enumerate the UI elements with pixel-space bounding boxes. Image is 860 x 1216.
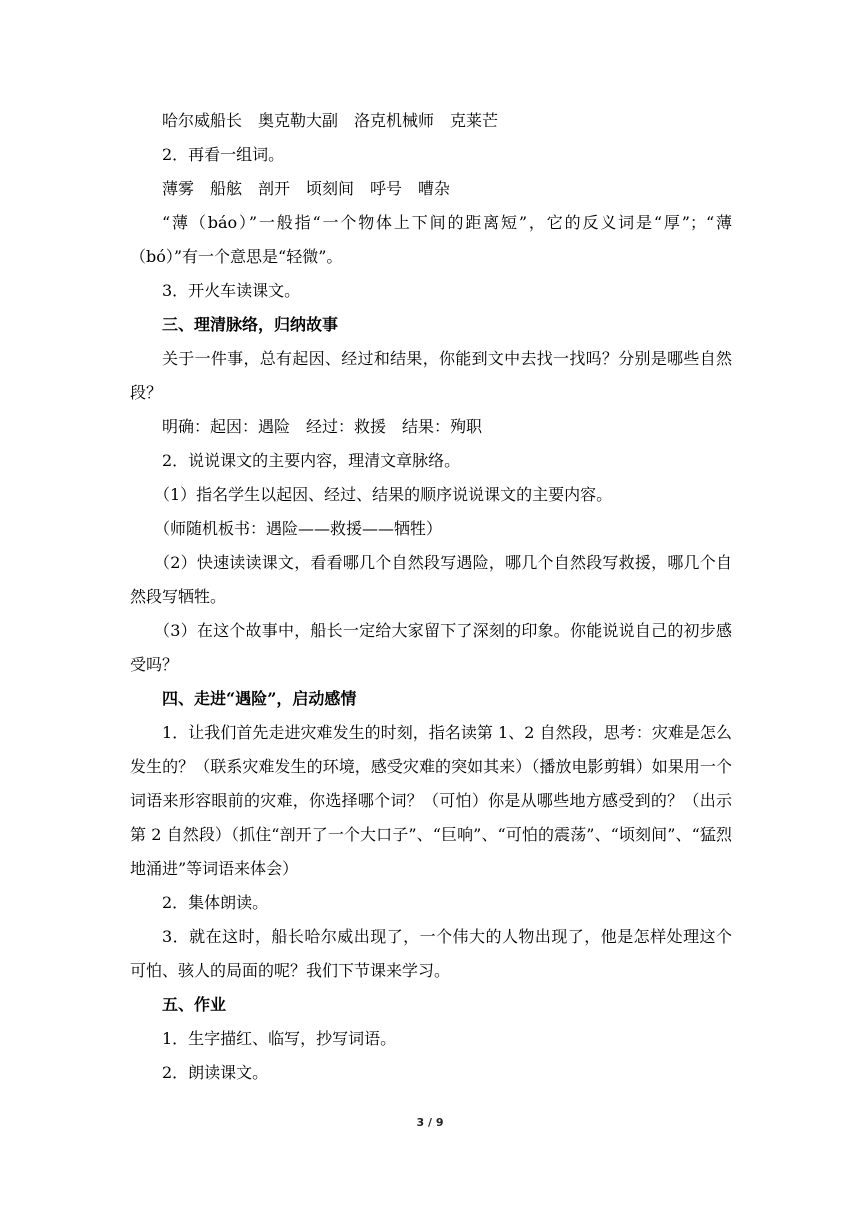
- vocabulary-line: 薄雾 船舷 剖开 顷刻间 呼号 嘈杂: [162, 179, 451, 198]
- paragraph: 1．让我们首先走进灾难发生的时刻，指名读第 1、2 自然段，思考：灾难是怎么发生的？（联系灾难发生的环境，感受灾难的突如其来）（播放电影剪辑）如果用一个词语来形容眼前的灾难，你选择哪个词？（可怕）你是从哪些地方感受到的？（出示第 2 自然段）（抓住“剖开了一个大口子”、“巨响”、“可怕的震荡”、“顷刻间”、“猛烈地涌进”等词语来体会）: [130, 723, 732, 878]
- crew-names-line: 哈尔威船长 奥克勒大副 洛克机械师 克莱芒: [162, 111, 499, 130]
- section-heading: 三、理清脉络，归纳故事: [162, 315, 339, 334]
- paragraph: 明确：起因：遇险 经过：救援 结果：殉职: [162, 417, 483, 436]
- paragraph: 3．就在这时，船长哈尔威出现了，一个伟大的人物出现了，他是怎样处理这个可怕、骇人的局面的呢？我们下节课来学习。: [130, 927, 732, 980]
- pronunciation-note: “薄（báo）”一般指“一个物体上下间的距离短”，它的反义词是“厚”；“薄（bó）”有一个意思是“轻微”。: [130, 213, 732, 266]
- list-item: 2．朗读课文。: [162, 1063, 269, 1082]
- list-item: 2．集体朗读。: [162, 893, 269, 912]
- section-heading: 四、走进“遇险”，启动感情: [162, 689, 357, 708]
- list-item: 1．生字描红、临写，抄写词语。: [162, 1029, 397, 1048]
- section-heading: 五、作业: [162, 995, 227, 1014]
- paragraph: 关于一件事，总有起因、经过和结果，你能到文中去找一找吗？分别是哪些自然段？: [130, 349, 732, 402]
- page-body: [130, 104, 732, 1090]
- list-item: 3．开火车读课文。: [162, 281, 301, 300]
- list-item: 2．再看一组词。: [162, 145, 285, 164]
- sub-item: （2）快速读读课文，看看哪几个自然段写遇险，哪几个自然段写救援，哪几个自然段写牺牲。: [130, 553, 732, 606]
- list-item: 2．说说课文的主要内容，理清文章脉络。: [162, 451, 461, 470]
- board-note: （师随机板书：遇险——救援——牺牲）: [154, 519, 443, 538]
- sub-item: （3）在这个故事中，船长一定给大家留下了深刻的印象。你能说说自己的初步感受吗？: [130, 621, 732, 674]
- page-number: 3 / 9: [416, 1116, 444, 1129]
- sub-item: （1）指名学生以起因、经过、结果的顺序说说课文的主要内容。: [154, 485, 613, 504]
